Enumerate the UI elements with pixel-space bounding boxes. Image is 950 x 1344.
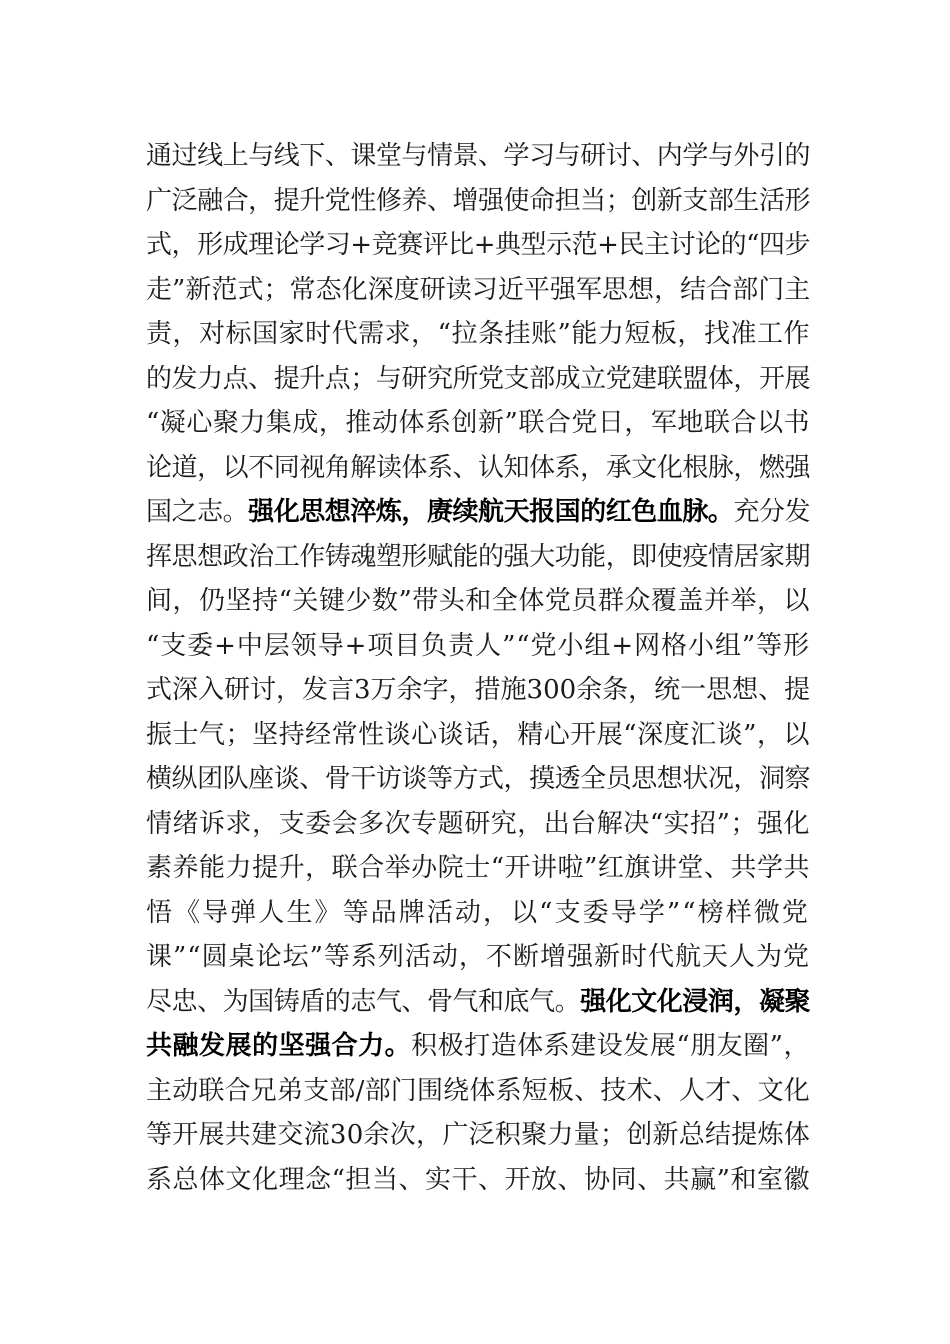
bold-heading-segment: 强化文化浸润，凝聚: [580, 986, 811, 1017]
text-segment: 积极打造体系建设发展“朋友圈”，: [411, 1031, 810, 1061]
text-segment: 广泛融合，提升党性修养、增强使命担当；创新支部生活形: [146, 185, 811, 216]
text-line: [146, 935, 810, 980]
text-line: [146, 980, 810, 1025]
text-segment: 式，形成理论学习+竞赛评比+典型示范+民主讨论的“四步: [146, 230, 810, 260]
text-line: [146, 223, 810, 268]
text-line: [146, 268, 810, 313]
text-segment: 课”“圆桌论坛”等系列活动，不断增强新时代航天人为党: [146, 942, 810, 972]
text-line: [146, 668, 810, 713]
text-line: [146, 1069, 810, 1114]
text-line: [146, 535, 810, 580]
text-line: [146, 891, 810, 936]
text-segment: 尽忠、为国铸盾的志气、骨气和底气。: [146, 986, 581, 1017]
text-line: [146, 802, 810, 847]
text-segment: 论道，以不同视角解读体系、认知体系，承文化根脉，燃强: [146, 452, 811, 483]
text-segment: 国之志。: [146, 497, 249, 527]
text-line: [146, 846, 810, 891]
text-segment: 挥思想政治工作铸魂塑形赋能的强大功能，即使疫情居家期: [146, 541, 811, 572]
text-segment: 横纵团队座谈、骨干访谈等方式，摸透全员思想状况，洞察: [146, 764, 811, 794]
text-line: [146, 579, 810, 624]
text-segment: 情绪诉求，支委会多次专题研究，出台解决“实招”；强化: [146, 808, 810, 839]
text-line: [146, 446, 810, 491]
text-line: [146, 401, 810, 446]
text-segment: 充分发: [733, 497, 811, 527]
text-line: [146, 757, 810, 802]
text-segment: 责，对标国家时代需求，“拉条挂账”能力短板，找准工作: [146, 319, 810, 349]
text-segment: 间，仍坚持“关键少数”带头和全体党员群众覆盖并举，以: [146, 586, 810, 616]
text-line: [146, 490, 810, 535]
text-segment: 的发力点、提升点；与研究所党支部成立党建联盟体，开展: [146, 363, 811, 394]
text-line: [146, 1158, 810, 1203]
text-segment: 通过线上与线下、课堂与情景、学习与研讨、内学与外引的: [146, 141, 811, 171]
text-line: [146, 357, 810, 402]
body-paragraph: [146, 134, 810, 1202]
bold-heading-segment: 共融发展的坚强合力。: [146, 1031, 412, 1061]
bold-heading-segment: 强化思想淬炼，赓续航天报国的红色血脉。: [248, 497, 734, 527]
text-segment: 振士气；坚持经常性谈心谈话，精心开展“深度汇谈”，以: [146, 719, 810, 750]
text-line: [146, 179, 810, 224]
text-segment: “凝心聚力集成，推动体系创新”联合党日，军地联合以书: [146, 408, 810, 438]
text-segment: 走”新范式；常态化深度研读习近平强军思想，结合部门主: [146, 274, 811, 305]
text-segment: “支委+中层领导+项目负责人”“党小组+网格小组”等形: [146, 630, 810, 661]
text-segment: 主动联合兄弟支部/部门围绕体系短板、技术、人才、文化: [146, 1075, 810, 1106]
text-segment: 系总体文化理念“担当、实干、开放、协同、共赢”和室徽: [146, 1164, 810, 1195]
text-line: [146, 713, 810, 758]
text-line: [146, 134, 810, 179]
text-line: [146, 312, 810, 357]
text-segment: 素养能力提升，联合举办院士“开讲啦”红旗讲堂、共学共: [146, 853, 810, 883]
text-line: [146, 1024, 810, 1069]
text-line: [146, 1113, 810, 1158]
text-segment: 等开展共建交流30余次，广泛积聚力量；创新总结提炼体: [146, 1120, 811, 1150]
text-segment: 式深入研讨，发言3万余字，措施300余条，统一思想、提: [146, 675, 811, 705]
text-line: [146, 624, 810, 669]
text-segment: 悟《导弹人生》等品牌活动，以“支委导学”“榜样微党: [146, 897, 810, 928]
